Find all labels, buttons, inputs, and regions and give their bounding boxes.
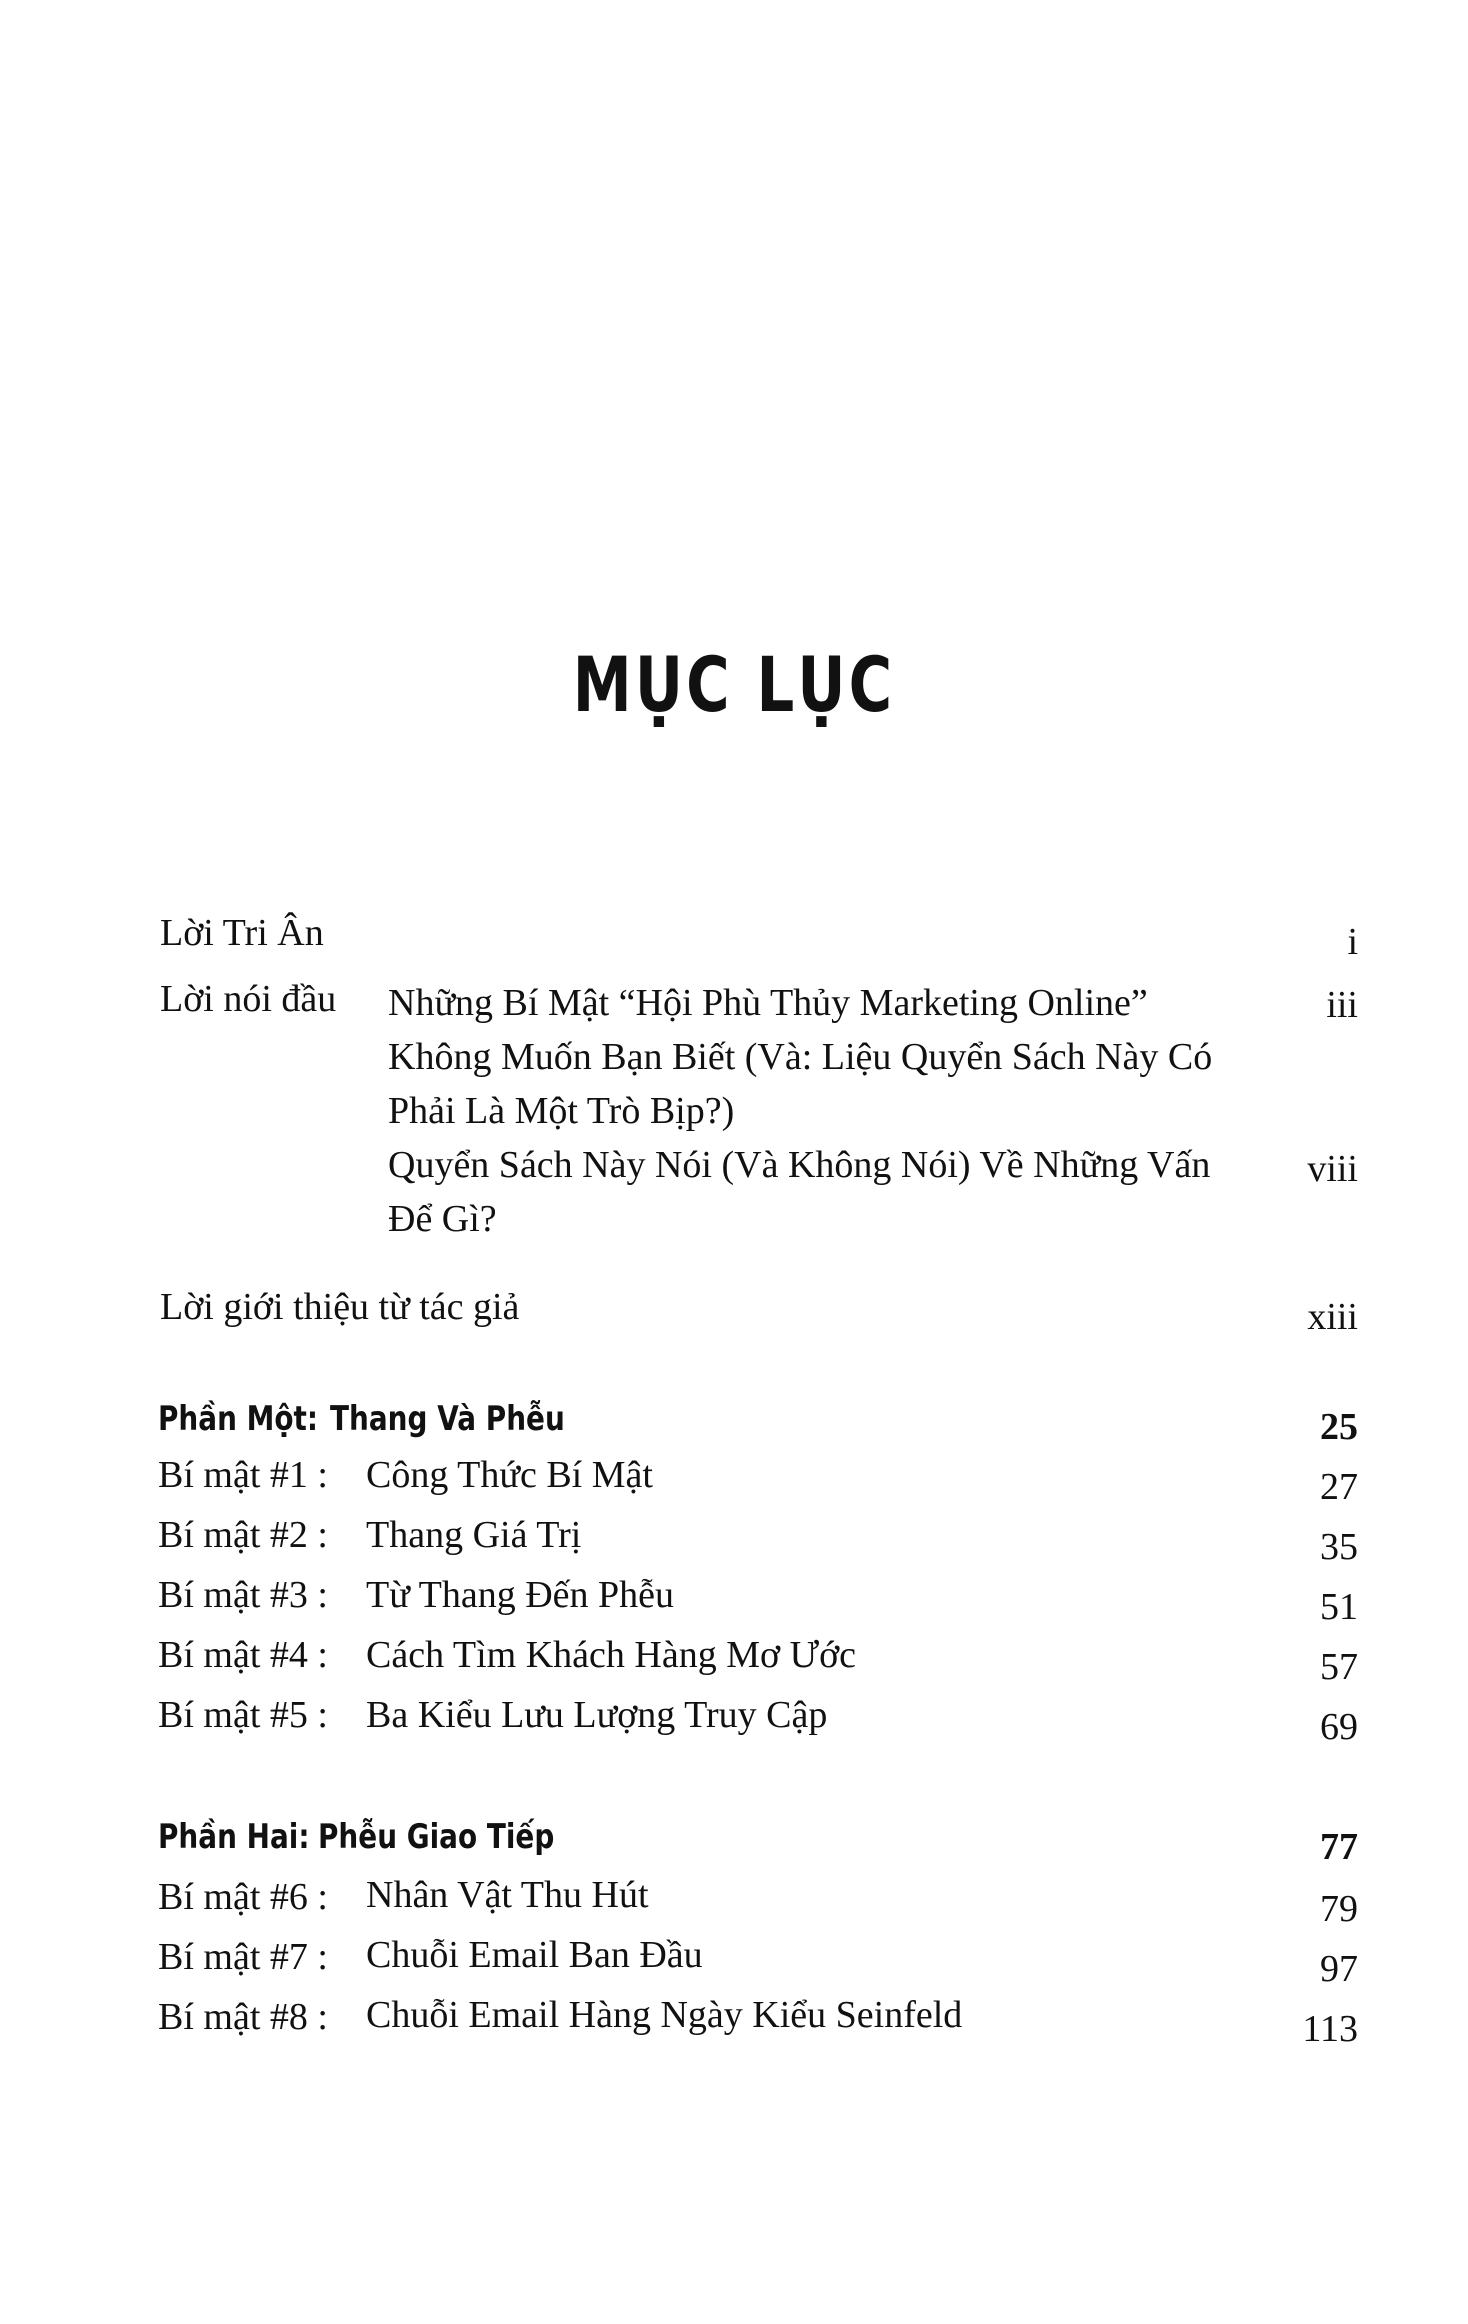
toc-entry-line: Những Bí Mật “Hội Phù Thủy Marketing Online” bbox=[388, 982, 1148, 1024]
part-label: Phần Hai: bbox=[158, 1817, 310, 1857]
secret-page-number: 69 bbox=[1320, 1706, 1358, 1748]
secret-label: Bí mật #7 : bbox=[158, 1936, 328, 1978]
secret-label: Bí mật #5 : bbox=[158, 1694, 328, 1736]
secret-page-number: 79 bbox=[1320, 1888, 1358, 1930]
secret-page-number: 97 bbox=[1320, 1948, 1358, 1990]
secret-label: Bí mật #2 : bbox=[158, 1514, 328, 1556]
toc-label-loi-tri-an: Lời Tri Ân bbox=[160, 912, 324, 954]
toc-page-number: iii bbox=[1326, 984, 1358, 1026]
toc-entry-line: Không Muốn Bạn Biết (Và: Liệu Quyển Sách Này Có bbox=[388, 1036, 1213, 1078]
part-label: Phần Một: bbox=[158, 1399, 319, 1439]
secret-label: Bí mật #4 : bbox=[158, 1634, 328, 1676]
secret-title: Từ Thang Đến Phễu bbox=[366, 1574, 675, 1616]
secret-page-number: 113 bbox=[1302, 2008, 1358, 2050]
secret-title: Công Thức Bí Mật bbox=[366, 1454, 653, 1496]
secret-title: Ba Kiểu Lưu Lượng Truy Cập bbox=[366, 1694, 828, 1736]
toc-page-loi-tri-an: i bbox=[1347, 921, 1358, 963]
secret-title: Thang Giá Trị bbox=[366, 1514, 582, 1556]
toc-page-loi-gioi-thieu: xiii bbox=[1307, 1296, 1358, 1338]
secret-label: Bí mật #1 : bbox=[158, 1454, 328, 1496]
secret-title: Chuỗi Email Hàng Ngày Kiểu Seinfeld bbox=[366, 1994, 963, 2036]
toc-page-number: viii bbox=[1307, 1148, 1358, 1190]
part-name: Thang Và Phễu bbox=[330, 1399, 565, 1439]
toc-label-loi-noi-dau: Lời nói đầu bbox=[160, 978, 337, 1020]
secret-page-number: 57 bbox=[1320, 1646, 1358, 1688]
part-page-number: 77 bbox=[1320, 1826, 1358, 1868]
toc-entry-line: Để Gì? bbox=[388, 1198, 497, 1240]
secret-page-number: 27 bbox=[1320, 1466, 1358, 1508]
secret-label: Bí mật #3 : bbox=[158, 1574, 328, 1616]
secret-title: Cách Tìm Khách Hàng Mơ Ước bbox=[366, 1634, 857, 1676]
secret-label: Bí mật #8 : bbox=[158, 1996, 328, 2038]
page-title: MỤC LỤC bbox=[572, 640, 896, 729]
toc-label-loi-gioi-thieu: Lời giới thiệu từ tác giả bbox=[160, 1286, 520, 1328]
toc-entry-line: Quyển Sách Này Nói (Và Không Nói) Về Những Vấn bbox=[388, 1144, 1211, 1186]
part-page-number: 25 bbox=[1320, 1406, 1358, 1448]
part-name: Phễu Giao Tiếp bbox=[318, 1817, 555, 1857]
toc-entry-line: Phải Là Một Trò Bịp?) bbox=[388, 1090, 735, 1132]
secret-title: Nhân Vật Thu Hút bbox=[366, 1874, 649, 1916]
secret-page-number: 35 bbox=[1320, 1526, 1358, 1568]
secret-page-number: 51 bbox=[1320, 1586, 1358, 1628]
secret-title: Chuỗi Email Ban Đầu bbox=[366, 1934, 703, 1976]
secret-label: Bí mật #6 : bbox=[158, 1876, 328, 1918]
